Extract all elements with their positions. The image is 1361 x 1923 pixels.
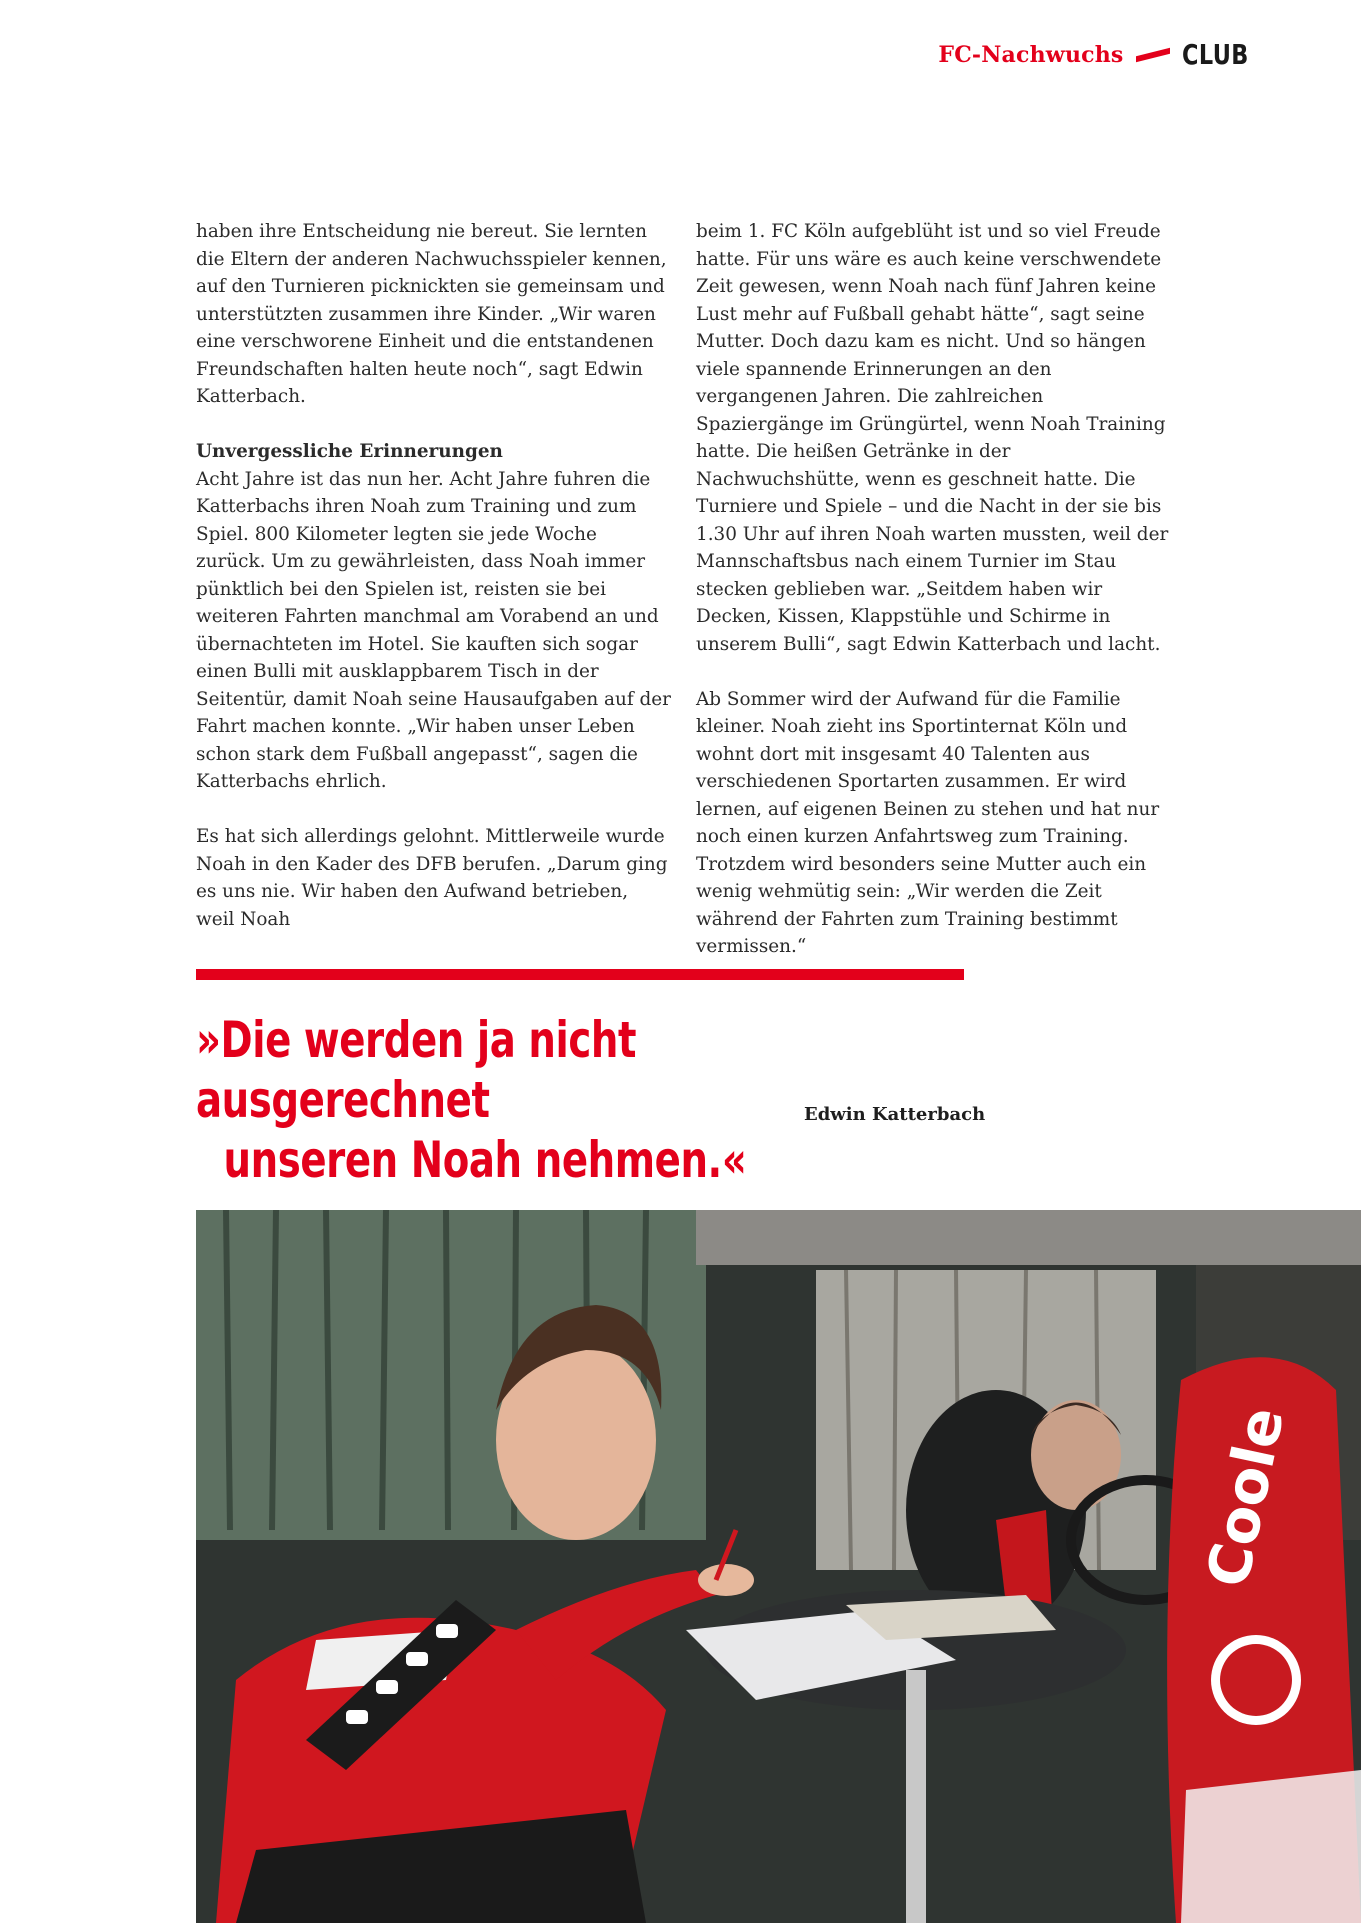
article-paragraph: haben ihre Entscheidung nie bereut. Sie lernten die Eltern der anderen Nachwuchsspieler kennen, auf den Turnieren picknickten sie gemeinsam und unterstützten zusammen ihre Kinder. „Wir waren eine verschworene Einheit und die entstandenen Freundschaften halten heute noch“, sagt Edwin Katterbach. xyxy=(196,221,667,407)
quote-author: Edwin Katterbach xyxy=(804,1104,986,1125)
page-header xyxy=(938,38,1265,71)
brand-label: CLUB xyxy=(1181,38,1249,71)
scarf-lettering: Coole xyxy=(1193,1401,1298,1593)
article-paragraph xyxy=(196,438,672,796)
article-paragraph: Es hat sich allerdings gelohnt. Mittlerweile wurde Noah in den Kader des DFB berufen. „Darum ging es uns nie. Wir haben den Aufwand betrieben, weil Noah xyxy=(196,826,668,930)
article-paragraph: beim 1. FC Köln aufgeblüht ist und so viel Freude hatte. Für uns wäre es auch keine verschwendete Zeit gewesen, wenn Noah nach fünf Jahren keine Lust mehr auf Fußball gehabt hätte“, sagt seine Mutter. Doch dazu kam es nicht. Und so hängen viele spannende Erinnerungen an den vergangenen Jahren. Die zahlreichen Spaziergänge im Grüngürtel, wenn Noah Training hatte. Die heißen Getränke in der Nachwuchshütte, wenn es geschneit hatte. Die Turniere und Spiele – und die Nacht in der sie bis 1.30 Uhr auf ihren Noah warten mussten, weil der Mannschaftsbus nach einem Turnier im Stau stecken geblieben war. „Seitdem haben wir Decken, Kissen, Klappstühle und Schirme in unserem Bulli“, sagt Edwin Katterbach und lacht. xyxy=(696,221,1169,655)
article-subheading: Unvergessliche Erinnerungen xyxy=(196,441,503,462)
article-column-left xyxy=(196,218,672,961)
article-paragraph-text: Acht Jahre ist das nun her. Acht Jahre fuhren die Katterbachs ihren Noah zum Training und zum Spiel. 800 Kilometer legten sie jede Woche zurück. Um zu gewährleisten, dass Noah immer pünktlich bei den Spielen ist, reisten sie bei weiteren Fahrten manchmal am Vorabend an und übernachteten im Hotel. Sie kauften sich sogar einen Bulli mit ausklappbarem Tisch in der Seitentür, damit Noah seine Hausaufgaben auf der Fahrt machen konnte. „Wir haben unser Leben schon stark dem Fußball angepasst“, sagen die Katterbachs ehrlich. xyxy=(196,468,671,792)
section-label: FC-Nachwuchs xyxy=(938,41,1124,68)
article-photo xyxy=(196,1210,1361,1923)
article-paragraph: Ab Sommer wird der Aufwand für die Familie kleiner. Noah zieht ins Sportinternat Köln und wohnt dort mit insgesamt 40 Talenten aus verschiedenen Sportarten zusammen. Er wird lernen, auf eigenen Beinen zu stehen und hat nur noch einen kurzen Anfahrtsweg zum Training. Trotzdem wird besonders seine Mutter auch ein wenig wehmütig sein: „Wir werden die Zeit während der Fahrten zum Training bestimmt vermissen.“ xyxy=(696,688,1160,957)
article-column-right xyxy=(696,218,1171,988)
quote-rule xyxy=(196,969,964,980)
pull-quote-line-2: unseren Noah nehmen.« xyxy=(223,1131,747,1189)
pull-quote xyxy=(196,1010,815,1190)
pull-quote-line-1: »Die werden ja nicht ausgerechnet xyxy=(196,1011,637,1129)
slash-divider xyxy=(1136,47,1170,61)
